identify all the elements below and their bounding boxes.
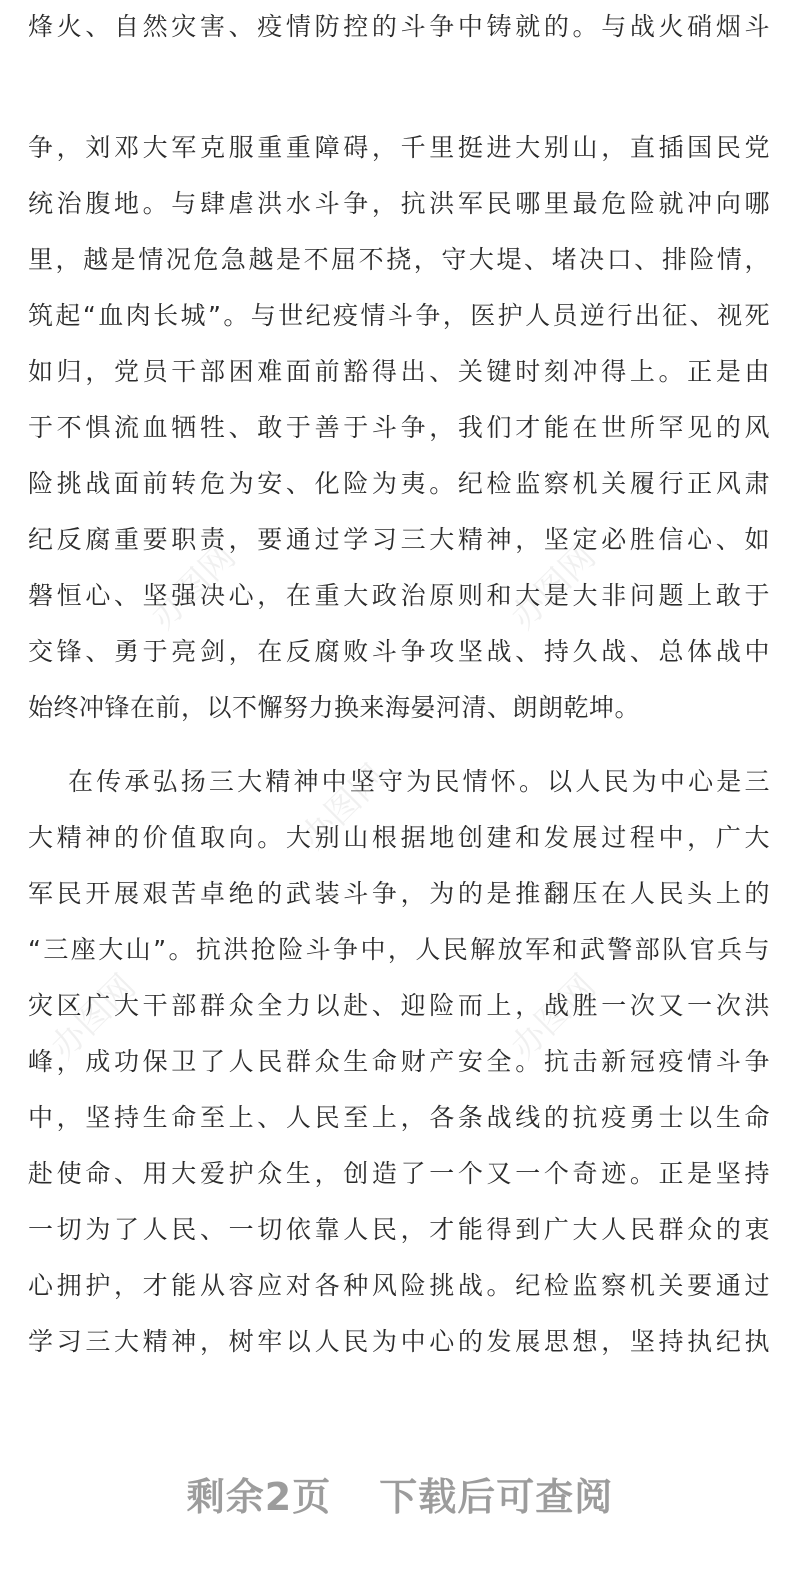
watermark: 办图网 [503,536,604,638]
text-line: 大精神的价值取向。大别山根据地创建和发展过程中，广大 [28,823,770,852]
download-hint-label: 下载后可查阅 [379,1475,614,1519]
text-line: 始终冲锋在前，以不懈努力换来海晏河清、朗朗乾坤。 [28,693,641,722]
text-line: 交锋、勇于亮剑，在反腐败斗争攻坚战、持久战、总体战中 [28,637,770,666]
watermark: 办图网 [503,966,604,1068]
text-line: 一切为了人民、一切依靠人民，才能得到广大人民群众的衷 [28,1215,770,1244]
text-line: 统治腹地。与肆虐洪水斗争，抗洪军民哪里最危险就冲向哪 [28,189,770,218]
download-prompt[interactable] [0,1466,800,1522]
paragraph-first-line: 在传承弘扬三大精神中坚守为民情怀。以人民为中心是三 [68,767,770,796]
text-line: 纪反腐重要职责，要通过学习三大精神，坚定必胜信心、如 [28,525,770,554]
text-line: 如归，党员干部困难面前豁得出、关键时刻冲得上。正是由 [28,357,770,386]
text-line: 筑起“血肉长城”。与世纪疫情斗争，医护人员逆行出征、视死 [28,301,770,330]
watermark: 办图网 [43,966,144,1068]
text-line: 军民开展艰苦卓绝的武装斗争，为的是推翻压在人民头上的 [28,879,770,908]
text-line: 烽火、自然灾害、疫情防控的斗争中铸就的。与战火硝烟斗 [28,12,770,41]
text-line: 峰，成功保卫了人民群众生命财产安全。抗击新冠疫情斗争 [28,1047,770,1076]
text-line: 磐恒心、坚强决心，在重大政治原则和大是大非问题上敢于 [28,581,770,610]
text-line: 里，越是情况危急越是不屈不挠，守大堤、堵决口、排险情， [28,245,770,274]
watermark: 办图网 [293,756,394,858]
text-line: 赴使命、用大爱护众生，创造了一个又一个奇迹。正是坚持 [28,1159,770,1188]
text-line: 险挑战面前转危为安、化险为夷。纪检监察机关履行正风肃 [28,469,770,498]
text-line: 争，刘邓大军克服重重障碍，千里挺进大别山，直插国民党 [28,133,770,162]
watermark: 办图网 [143,536,244,638]
text-line: “三座大山”。抗洪抢险斗争中，人民解放军和武警部队官兵与 [28,935,770,964]
text-line: 灾区广大干部群众全力以赴、迎险而上，战胜一次又一次洪 [28,991,770,1020]
text-line: 中，坚持生命至上、人民至上，各条战线的抗疫勇士以生命 [28,1103,770,1132]
text-line: 心拥护，才能从容应对各种风险挑战。纪检监察机关要通过 [28,1271,770,1300]
text-line: 学习三大精神，树牢以人民为中心的发展思想，坚持执纪执 [28,1327,770,1356]
remaining-pages-label: 剩余2页 [186,1475,332,1519]
text-line: 于不惧流血牺牲、敢于善于斗争，我们才能在世所罕见的风 [28,413,770,442]
